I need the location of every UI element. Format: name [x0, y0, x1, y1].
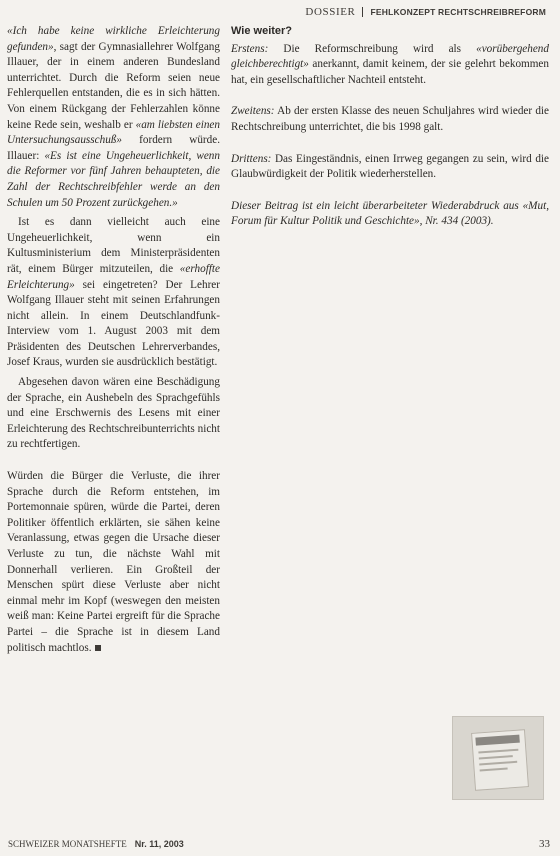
right-column	[231, 24, 549, 234]
point-label: Erstens:	[231, 42, 269, 55]
journal-name: SCHWEIZER MONATSHEFTE	[8, 839, 127, 849]
source-note: Dieser Beitrag ist ein leicht überarbeiteter Wiederabdruck aus «Mut, Forum für Kultur Politik und Geschichte», Nr. 434 (2003).	[231, 199, 549, 228]
paragraph-4	[7, 469, 220, 656]
paragraph-1	[7, 24, 220, 211]
point-label: Zweitens:	[231, 105, 275, 118]
text-run: Würden die Bürger die Verluste, die ihrer Sprache durch die Reform entstehen, im Portemonnaie spüren, würde die Partei, deren Politiker öffentlich erklärten, sie sähen keine Veranlassung, etwas gegen die Ursache dieser Verluste zu tun, die nächste Wahl mit Donnerhall verlieren. Ein Großteil der Menschen spürt diese Verluste aber nicht einmal mehr im Kopf (weswegen den meisten weiß man: Keine Partei ergreift für die Sprache Partei – die Sprache ist in diesem Land politisch machtlos.	[7, 470, 220, 654]
left-column	[7, 24, 220, 660]
point-zweitens	[231, 104, 549, 135]
point-label: Drittens:	[231, 152, 272, 165]
quote-illauer-1: «Ich habe keine wirkliche Erleichterung gefunden»	[7, 25, 220, 53]
packet-text-line	[479, 761, 517, 766]
quote-erhoffte-erleichterung: «erhoffte Erleichterung»	[7, 262, 220, 291]
text-run: Das Eingeständnis, einen Irrweg gegangen zu sein, wird die Glaubwürdigkeit der Politik wiederherstellen.	[231, 152, 549, 181]
point-erstens	[231, 42, 549, 89]
text-run: Ab der ersten Klasse des neuen Schuljahres wird wieder die Rechtschreibung unterrichtet, die bis 1998 galt.	[231, 105, 549, 133]
packet-image	[471, 729, 529, 791]
quote-illauer-2: «am liebsten einen Untersuchungsausschuß»	[7, 118, 220, 147]
subhead-wie-weiter: Wie weiter?	[231, 25, 293, 37]
point-drittens	[231, 152, 549, 183]
text-run: , sagt der Gymnasiallehrer Wolfgang Illauer, der in einem anderen Bundesland unterrichtet. Durch die Reform seien neue Fehlerquellen entstanden, die es in sich hätten. Von einem Rückgang der Fehlerzahlen könne keine Rede sein, weshalb er	[7, 40, 220, 131]
end-of-article-mark	[95, 645, 101, 651]
paragraph-2	[7, 215, 220, 371]
paragraph-3: Abgesehen davon wären eine Beschädigung der Sprache, ein Aushebeln des Sprachgefühls und eine Erschwernis des Lesens mit einer Erleichterung des Rechtschreibunterrichts nicht zu rechtfertigen.	[7, 376, 220, 451]
running-header	[305, 6, 546, 18]
quote-gleichberechtigt: «vorübergehend gleichberechtigt»	[231, 42, 549, 71]
issue-number: Nr. 11, 2003	[134, 839, 184, 849]
text-run: Ist es dann vielleicht auch eine Ungeheuerlichkeit, wenn ein Kultusministerium dem Ministerpräsidenten rät, einem Bürger mitzuteilen, die	[7, 216, 220, 275]
packet-label-band	[475, 735, 519, 746]
section-label: DOSSIER	[305, 6, 356, 18]
text-run: fordern würde. Illauer:	[7, 134, 220, 162]
packet-text-line	[479, 755, 513, 759]
packet-text-line	[480, 767, 508, 771]
product-photo	[452, 716, 544, 800]
section-kicker: FEHLKONZEPT RECHTSCHREIBREFORM	[370, 7, 546, 17]
text-run: anerkannt, damit keinem, der sie gelehrt bekommen hat, ein gesellschaftlicher Nachteil entsteht.	[231, 58, 549, 86]
page-footer	[8, 838, 550, 850]
packet-text-line	[478, 749, 518, 754]
header-divider	[362, 7, 363, 17]
footer-journal-info	[8, 839, 184, 849]
page-number: 33	[539, 838, 550, 850]
text-run: sei eingetreten? Der Lehrer Wolfgang Illauer steht mit seinen Erfahrungen nicht allein. In einem Deutschlandfunk-Interview vom 1. August 2003 mit dem Präsidenten des Deutschen Lehrerverbandes, Josef Kraus, wurden sie ausdrücklich bestätigt.	[7, 278, 220, 369]
quote-illauer-3: «Es ist eine Ungeheuerlichkeit, wenn die Reformer vor fünf Jahren behaupteten, die Zahl der Rechtschreibfehler werde an den Schulen um 50 Prozent zurückgehen.»	[7, 149, 220, 209]
text-run: Die Reformschreibung wird als	[268, 42, 477, 55]
